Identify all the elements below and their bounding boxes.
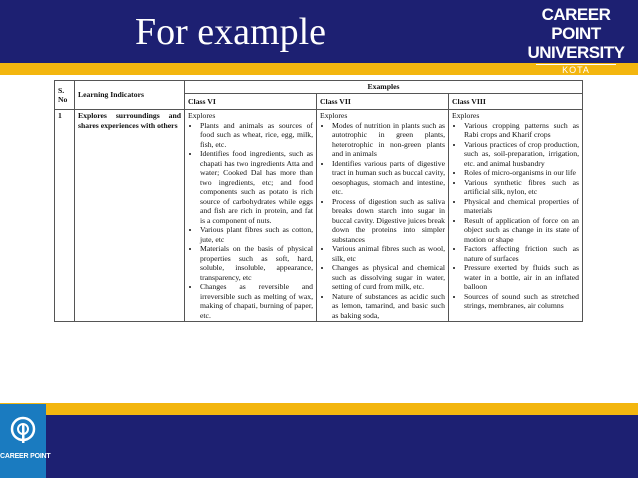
list-item: • Changes as physical and chemical such as dissolving sugar in water, setting of curd from milk, etc. (332, 263, 445, 292)
header-class-8: Class VIII (449, 93, 583, 110)
list-item: • Plants and animals as sources of food such as wheat, rice, egg, milk, fish, etc. (200, 121, 313, 150)
class-7-cell (317, 110, 449, 322)
list-item: • Changes as reversible and irreversible such as melting of wax, making of chapati, burning of paper, etc. (200, 282, 313, 320)
logo-line-2: UNIVERSITY (527, 43, 625, 62)
list-item: • Physical and chemical properties of materials (464, 197, 579, 216)
list-item: • Various synthetic fibres such as artificial silk, nylon, etc (464, 178, 579, 197)
footer-stripe (0, 403, 638, 415)
list-item: • Modes of nutrition in plants such as autotrophic in green plants, heterotrophic in non-green plants and in animals (332, 121, 445, 159)
footer-bar (0, 415, 638, 478)
career-point-logo-text: CAREER POINT (0, 453, 51, 460)
header-learning-indicators: Learning Indicators (75, 81, 185, 110)
list-item: • Various practices of crop production, such as, soil-preparation, irrigation, etc. and animal husbandry (464, 140, 579, 169)
list-item: • Roles of micro-organisms in our life (464, 168, 579, 178)
row-indicator: Explores surroundings and shares experiences with others (75, 110, 185, 322)
list-item: • Identifies various parts of digestive tract in human such as buccal cavity, oesophagus, stomach and intestine, etc. (332, 159, 445, 197)
logo-line-1: CAREER POINT (541, 5, 611, 43)
row-sno: 1 (55, 110, 75, 322)
slide-title: For example (135, 11, 327, 53)
logo-line-3: KOTA (536, 64, 616, 76)
class-8-intro: Explores (452, 111, 480, 120)
class-7-intro: Explores (320, 111, 348, 120)
class-7-list (320, 121, 445, 321)
list-item: • Nature of substances as acidic such as lemon, tamarind, and basic such as baking soda, (332, 292, 445, 321)
list-item: • Identifies food ingredients, such as chapati has two ingredients Atta and water; Cooked Dal has more than two ingredients, etc; and food components such as potato is rich source of carbohydrates while eggs and fish are rich in protein, and fat is a component of nuts. (200, 149, 313, 225)
class-6-cell (185, 110, 317, 322)
class-8-list (452, 121, 579, 311)
list-item: • Process of digestion such as saliva breaks down starch into sugar in buccal cavity. Digestive juices break down the proteins into simpler substances (332, 197, 445, 245)
header-examples: Examples (185, 81, 583, 94)
list-item: • Pressure exerted by fluids such as water in a bottle, air in an inflated balloon (464, 263, 579, 292)
list-item: • Factors affecting friction such as nature of surfaces (464, 244, 579, 263)
class-6-list (188, 121, 313, 321)
list-item: • Various plant fibres such as cotton, jute, etc (200, 225, 313, 244)
list-item: • Various animal fibres such as wool, silk, etc (332, 244, 445, 263)
header-sno: S. No (55, 81, 75, 110)
career-point-logo (0, 404, 51, 478)
list-item: • Various cropping patterns such as Rabi crops and Kharif crops (464, 121, 579, 140)
learning-indicators-table (54, 80, 583, 322)
table-header-row (55, 81, 583, 94)
class-8-cell (449, 110, 583, 322)
university-logo (516, 2, 636, 75)
table-row (55, 110, 583, 322)
class-6-intro: Explores (188, 111, 216, 120)
list-item: • Sources of sound such as stretched strings, membranes, air columns (464, 292, 579, 311)
list-item: • Materials on the basis of physical properties such as soft, hard, soluble, insoluble, appearance, transparency, etc (200, 244, 313, 282)
career-point-emblem-icon (10, 416, 36, 444)
header-class-7: Class VII (317, 93, 449, 110)
header-class-6: Class VI (185, 93, 317, 110)
list-item: • Result of application of force on an object such as change in its state of motion or shape (464, 216, 579, 245)
